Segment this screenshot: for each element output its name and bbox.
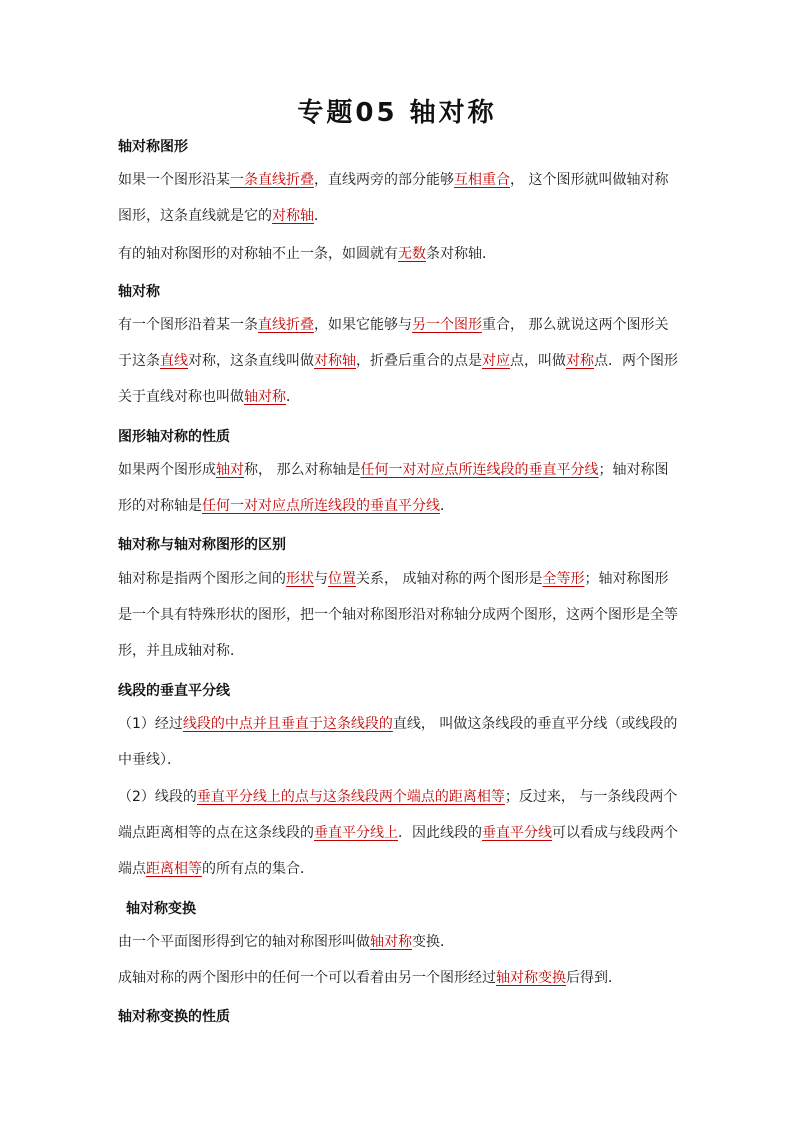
key-term: 任何一对对应点所连线段的垂直平分线 — [360, 462, 599, 478]
paragraph-text: 可以看成与线段两个端点 — [118, 825, 678, 877]
key-term: 轴对称 — [244, 389, 286, 405]
key-term: 无数 — [398, 246, 426, 262]
section-heading: 轴对称图形 — [118, 139, 188, 155]
paragraph-text: ． — [440, 498, 454, 514]
paragraph-text: 对称，这条直线叫做 — [188, 353, 314, 369]
paragraph — [118, 561, 678, 669]
key-term: 轴对 — [216, 462, 244, 478]
paragraph-text: （2）线段的 — [118, 789, 197, 805]
key-term: 垂直平分线上 — [314, 825, 398, 841]
section-heading: 轴对称与轴对称图形的区别 — [118, 537, 286, 553]
key-term: 垂直平分线 — [482, 825, 552, 841]
paragraph-text: ． — [286, 389, 300, 405]
key-term: 任何一对对应点所连线段的垂直平分线 — [202, 498, 440, 514]
paragraph-text: 关系， 成轴对称的两个图形是 — [356, 571, 543, 587]
paragraph-text: ，折叠后重合的点是 — [356, 353, 482, 369]
key-term: 对称轴 — [314, 353, 356, 369]
key-term: 对称轴 — [272, 208, 314, 224]
paragraph-text: ，如果它能够与 — [314, 317, 412, 333]
paragraph-text: ；轴对称图形是一个具有特殊形状的图形，把一个轴对称图形沿对称轴分成两个图形，这两个图形是全等形，并且成轴对称． — [118, 571, 678, 659]
paragraph — [118, 960, 678, 996]
section-heading: 图形轴对称的性质 — [118, 429, 230, 445]
key-term: 垂直平分线上的点与这条线段两个端点的距离相等 — [196, 789, 505, 805]
key-term: 轴对称 — [370, 934, 412, 950]
paragraph-text: 有的轴对称图形的对称轴不止一条，如圆就有 — [118, 246, 398, 262]
paragraph-text: 点．两个图形关于直线对称也叫做 — [118, 353, 678, 405]
key-term: 直线折叠 — [258, 317, 314, 333]
paragraph-text: ；反过来， 与一条线段两个端点距离相等的点在这条线段的 — [118, 789, 678, 841]
paragraph — [118, 924, 678, 960]
paragraph-text: 轴对称是指两个图形之间的 — [118, 571, 286, 587]
paragraph-text: ；轴对称图形的对称轴是 — [118, 462, 669, 514]
paragraph-text: ． — [314, 208, 328, 224]
key-term: 直线 — [160, 353, 188, 369]
paragraph-text: 后得到． — [566, 970, 622, 986]
key-term: 全等形 — [542, 571, 585, 587]
page-title: 专题05 轴对称 — [297, 98, 497, 128]
key-term: 互相重合 — [454, 172, 510, 188]
paragraph-text: 点，叫做 — [510, 353, 566, 369]
paragraph — [118, 706, 678, 778]
paragraph-text: 称， 那么对称轴是 — [244, 462, 361, 478]
paragraph — [118, 162, 678, 234]
paragraph — [118, 236, 678, 272]
paragraph-text: 变换． — [412, 934, 454, 950]
paragraph — [118, 307, 678, 415]
key-term: 一条直线折叠 — [230, 172, 314, 188]
paragraph-text: 重合， 那么就说这两个图形关于这条 — [118, 317, 669, 369]
paragraph-text: 如果两个图形成 — [118, 462, 216, 478]
paragraph-text: 与 — [314, 571, 328, 587]
key-term: 形状 — [286, 571, 314, 587]
paragraph-text: ， 这个图形就叫做轴对称图形，这条直线就是它的 — [118, 172, 669, 224]
paragraph — [118, 452, 678, 524]
paragraph-text: 的所有点的集合． — [202, 861, 314, 877]
section-heading: 轴对称变换的性质 — [118, 1009, 230, 1025]
paragraph-text: 直线， 叫做这条线段的垂直平分线（或线段的中垂线）． — [118, 716, 678, 768]
paragraph-text: 成轴对称的两个图形中的任何一个可以看着由另一个图形经过 — [118, 970, 496, 986]
paragraph-text: 如果一个图形沿某 — [118, 172, 230, 188]
paragraph-text: ．因此线段的 — [398, 825, 482, 841]
paragraph — [118, 779, 678, 887]
paragraph-text: 条对称轴． — [426, 246, 496, 262]
paragraph-text: 有一个图形沿着某一条 — [118, 317, 258, 333]
key-term: 另一个图形 — [412, 317, 482, 333]
key-term: 位置 — [328, 571, 356, 587]
paragraph-text: ，直线两旁的部分能够 — [314, 172, 454, 188]
key-term: 距离相等 — [146, 861, 202, 877]
key-term: 对应 — [482, 353, 510, 369]
key-term: 轴对称变换 — [496, 970, 566, 986]
paragraph-text: （1）经过 — [118, 716, 183, 732]
section-heading: 线段的垂直平分线 — [118, 683, 230, 699]
section-heading: 轴对称变换 — [126, 901, 196, 917]
key-term: 对称 — [566, 353, 594, 369]
section-heading: 轴对称 — [118, 284, 160, 300]
paragraph-text: 由一个平面图形得到它的轴对称图形叫做 — [118, 934, 370, 950]
key-term: 线段的中点并且垂直于这条线段的 — [182, 716, 393, 732]
